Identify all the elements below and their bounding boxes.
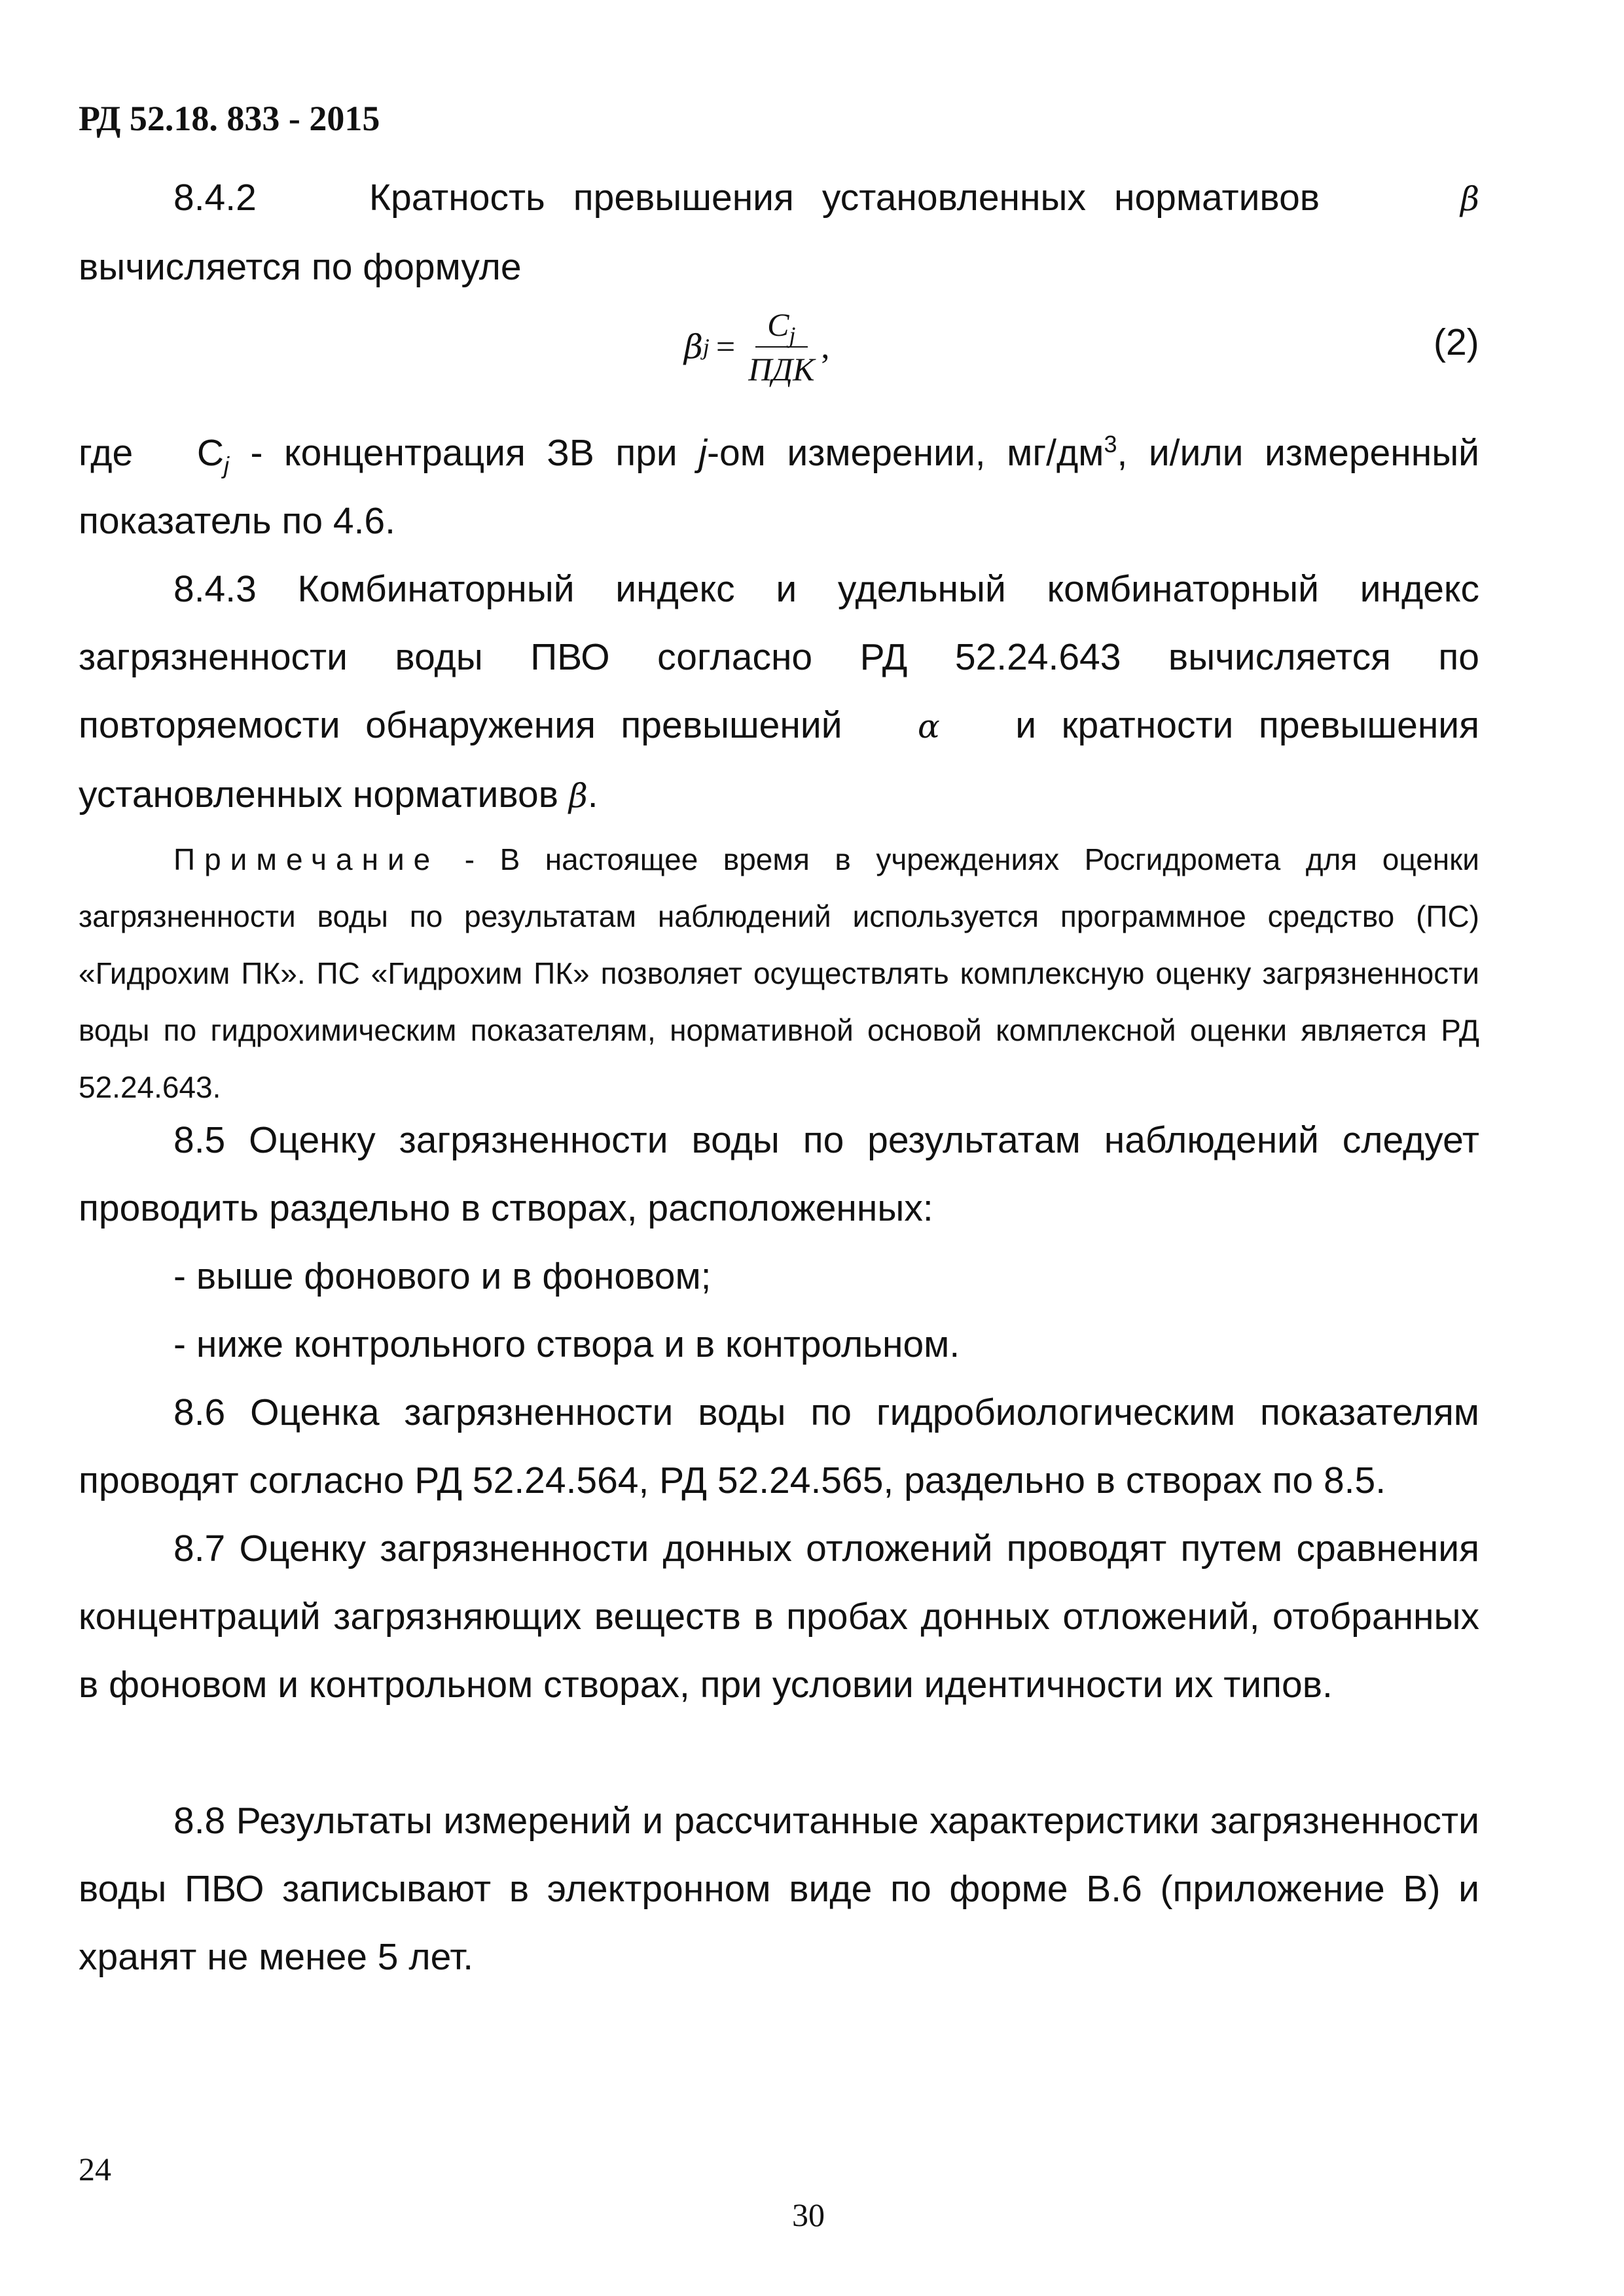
list-item: - выше фонового и в фоновом;	[173, 1255, 712, 1297]
section-text-continued: вычисляется по формуле	[79, 246, 522, 288]
section-8-6: 8.6 Оценка загрязненности воды по гидробиологическим показателям проводят согласно РД 52.24.564, РД 52.24.565, раздельно в створах по 8.5.	[79, 1391, 1479, 1501]
formula-lhs: β	[684, 328, 703, 366]
formula-number: (2)	[1434, 321, 1479, 363]
formula-explanation: где $C_j$ - концентрация ЗВ при j-ом измерении, $мг/дм^3$, и/или измеренный показатель по 4.6.	[79, 431, 1480, 542]
note-label: Примечание	[173, 842, 440, 876]
beta-symbol: β	[568, 777, 588, 815]
note-text: - В настоящее время в учреждениях Росгидромета для оценки загрязненности воды по результатам наблюдений используется программное средство (ПС) «Гидрохим ПК». ПС «Гидрохим ПК» позволяет осуществлять комплексную оценку загрязненности воды по гидрохимическим показателям, нормативной основой комплексной оценки является РД 52.24.643.	[79, 842, 1479, 1104]
formula-denominator: ПДК	[748, 351, 815, 387]
section-8-4-3: 8.4.3 Комбинаторный индекс и удельный комбинаторный индекс загрязненности воды ПВО согласно РД 52.24.643 вычисляется по повторяемости обнаружения превышений α и кратности превышения установленных нормативов β.	[79, 568, 1480, 816]
page-number-center: 30	[792, 2197, 825, 2233]
formula-comma: ,	[821, 328, 830, 366]
where-symbol: C	[196, 432, 224, 474]
section-8-7: 8.7 Оценку загрязненности донных отложений проводят путем сравнения концентраций загрязняющих веществ в пробах донных отложений, отобранных в фоновом и контрольном створах, при условии идентичности их типов.	[79, 1528, 1479, 1706]
formula-numerator: $C_j$	[755, 306, 807, 348]
section-8-5: 8.5 Оценку загрязненности воды по результатам наблюдений следует проводить раздельно в створах, расположенных:	[79, 1119, 1479, 1229]
beta-symbol: β	[1460, 180, 1479, 218]
document-code: РД 52.18. 833 - 2015	[79, 99, 380, 138]
section-8-4-2	[79, 164, 1479, 301]
formula-equals: =	[715, 328, 736, 366]
list-item: - ниже контрольного створа и в контрольном.	[173, 1323, 960, 1365]
page-number-left: 24	[79, 2151, 111, 2187]
section-8-8: 8.8 Результаты измерений и рассчитанные характеристики загрязненности воды ПВО записывают в электронном виде по форме В.6 (приложение В) и хранят не менее 5 лет.	[79, 1800, 1479, 1978]
section-number: 8.4.3	[173, 568, 257, 610]
note-block	[79, 831, 1479, 1116]
section-text: Кратность превышения установленных нормативов	[369, 177, 1320, 219]
formula-fraction	[748, 306, 814, 388]
formula-2: β j = $\frac{C_j}{\text{ПДК}}$ ,	[684, 306, 830, 387]
where-lead: где	[79, 432, 134, 474]
section-number: 8.4.2	[173, 177, 257, 219]
alpha-symbol: α	[918, 708, 940, 745]
where-symbol-sub: j	[223, 452, 229, 479]
